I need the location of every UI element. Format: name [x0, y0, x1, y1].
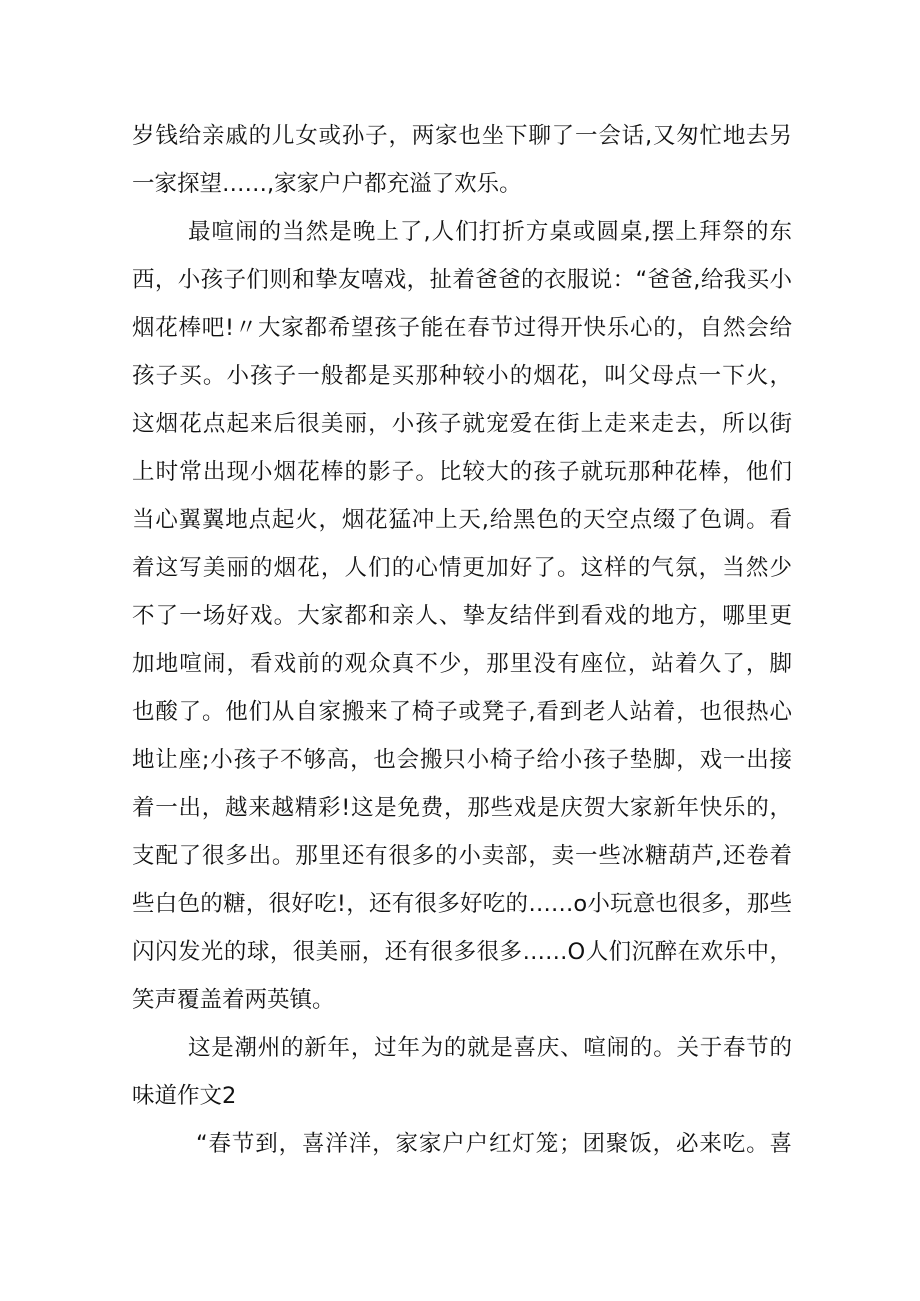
paragraph-first-line: 这是潮州的新年，过年为的就是喜庆、喧闹的。关于春节的 — [188, 1035, 792, 1061]
section-heading: 味道作文2 — [132, 1083, 237, 1109]
text-line: 也酸了。他们从自家搬来了椅子或凳子,看到老人站着，也很热心 — [132, 699, 792, 725]
text-line: 闪闪发光的球，很美丽，还有很多很多……O人们沉醉在欢乐中， — [132, 939, 792, 965]
text-line: 加地喧闹，看戏前的观众真不少，那里没有座位，站着久了，脚 — [132, 651, 792, 677]
text-line: 笑声覆盖着两英镇。 — [132, 987, 335, 1013]
text-line: 不了一场好戏。大家都和亲人、挚友结伴到看戏的地方，哪里更 — [132, 603, 792, 629]
text-line: 西，小孩子们则和挚友嘻戏，扯着爸爸的衣服说：“爸爸,给我买小 — [132, 267, 792, 293]
text-line: 地让座;小孩子不够高，也会搬只小椅子给小孩子垫脚，戏一出接 — [132, 747, 792, 773]
text-line: 着这写美丽的烟花，人们的心情更加好了。这样的气氛，当然少 — [132, 555, 792, 581]
text-line: 些白色的糖，很好吃!，还有很多好吃的……o小玩意也很多，那些 — [132, 891, 792, 917]
text-line: 烟花棒吧!〃大家都希望孩子能在春节过得开快乐心的，自然会给 — [132, 315, 792, 341]
text-line: 当心翼翼地点起火，烟花猛冲上天,给黑色的天空点缀了色调。看 — [132, 507, 792, 533]
paragraph-first-line: “春节到，喜洋洋，家家户户红灯笼；团聚饭，必来吃。喜 — [196, 1131, 792, 1157]
text-line: 上时常出现小烟花棒的影子。比较大的孩子就玩那种花棒，他们 — [132, 459, 792, 485]
text-line: 着一出，越来越精彩!这是免费，那些戏是庆贺大家新年快乐的， — [132, 795, 792, 821]
text-line: 支配了很多出。那里还有很多的小卖部，卖一些冰糖葫芦,还卷着 — [132, 843, 792, 869]
text-line: 孩子买。小孩子一般都是买那种较小的烟花，叫父母点一下火， — [132, 363, 792, 389]
text-line: 岁钱给亲戚的儿女或孙子，两家也坐下聊了一会话,又匆忙地去另 — [132, 123, 792, 149]
text-line: 这烟花点起来后很美丽，小孩子就宠爱在街上走来走去，所以街 — [132, 411, 792, 437]
text-line: 一家探望……,家家户户都充溢了欢乐。 — [132, 171, 522, 197]
paragraph-first-line: 最喧闹的当然是晚上了,人们打折方桌或圆桌,摆上拜祭的东 — [188, 219, 792, 245]
